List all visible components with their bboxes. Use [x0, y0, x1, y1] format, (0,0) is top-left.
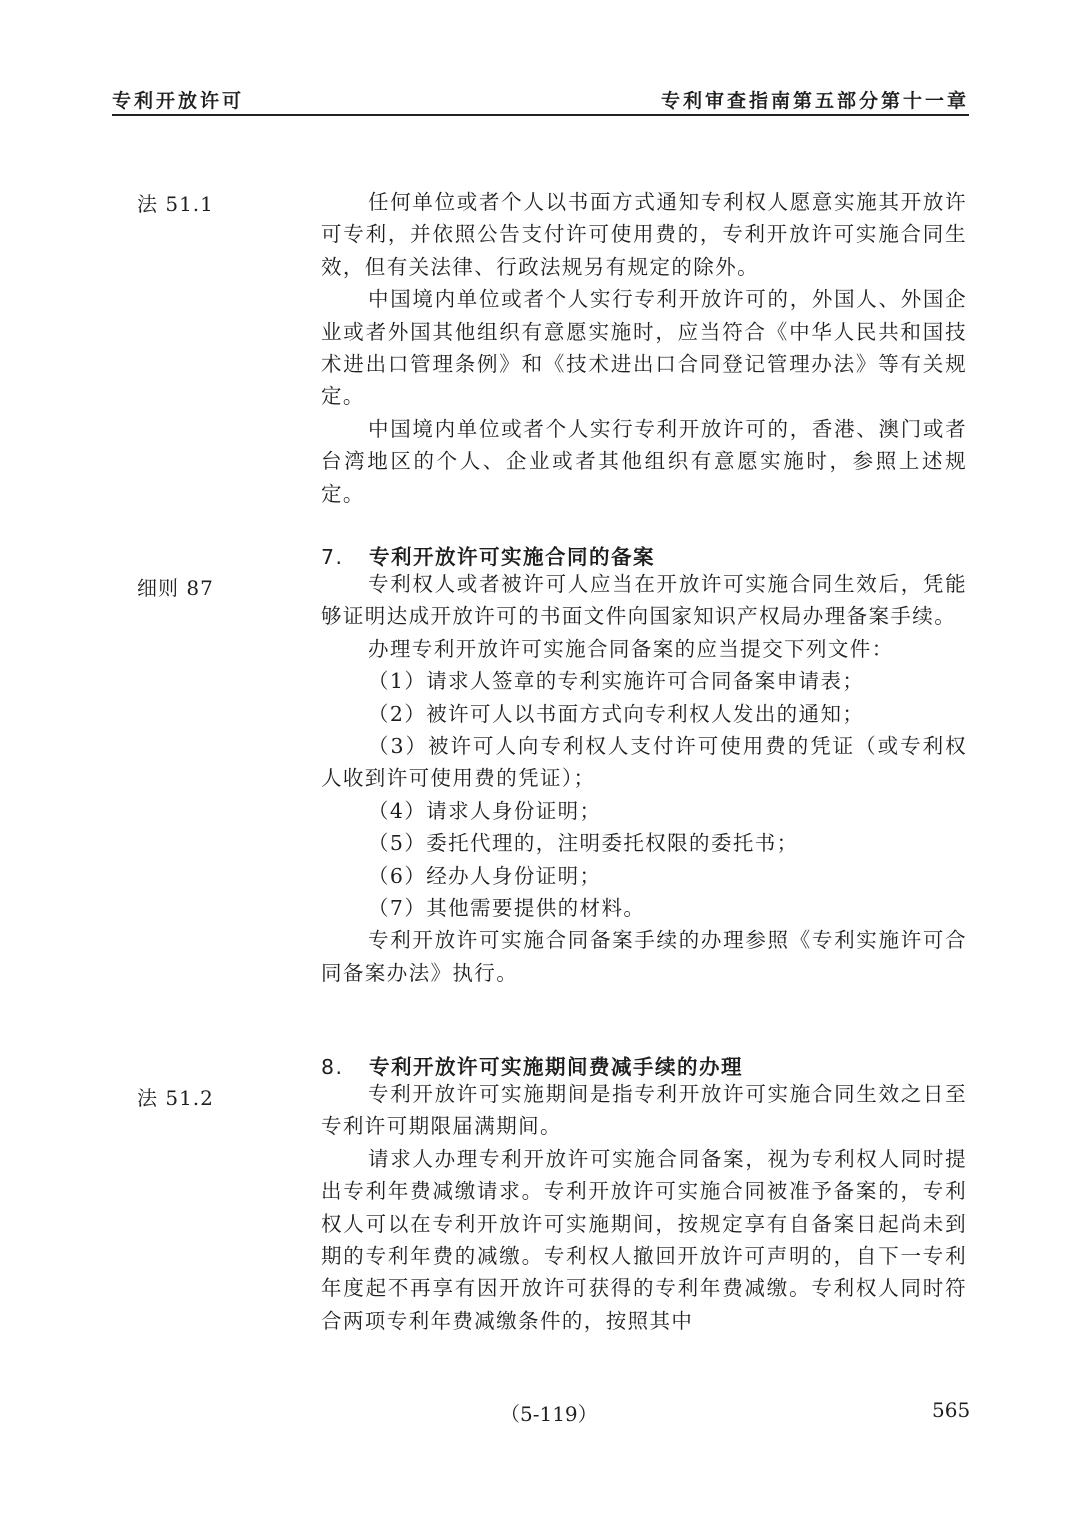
page-number: 565	[932, 1398, 971, 1422]
header-left-title: 专利开放许可	[112, 90, 245, 112]
paragraph: 中国境内单位或者个人实行专利开放许可的，香港、澳门或者台湾地区的个人、企业或者其他组织有意愿实施时，参照上述规定。	[321, 416, 967, 506]
list-item: （4）请求人身份证明；	[368, 798, 602, 823]
list-item: （2）被许可人以书面方式向专利权人发出的通知；	[368, 701, 865, 726]
page-code: （5-119）	[500, 1402, 598, 1426]
margin-ref-rule-87: 细则 87	[137, 576, 214, 600]
section-51-1-body	[321, 186, 967, 510]
paragraph: 专利权人或者被许可人应当在开放许可实施合同生效后，凭能够证明达成开放许可的书面文件向国家知识产权局办理备案手续。	[321, 572, 967, 629]
list-item: （5）委托代理的，注明委托权限的委托书；	[368, 831, 799, 856]
margin-ref-law-51-2: 法 51.2	[137, 1086, 214, 1110]
paragraph: 中国境内单位或者个人实行专利开放许可的，外国人、外国企业或者外国其他组织有意愿实施时，应当符合《中华人民共和国技术进出口管理条例》和《技术进出口合同登记管理办法》等有关规定。	[321, 287, 967, 409]
section-7-body	[321, 568, 967, 989]
section-7-heading	[321, 540, 655, 570]
section-7-title: 专利开放许可实施合同的备案	[369, 545, 655, 569]
section-7-number: 7.	[321, 545, 344, 569]
section-8-body	[321, 1078, 967, 1337]
section-8-title: 专利开放许可实施期间费减手续的办理	[369, 1055, 743, 1079]
paragraph: 专利开放许可实施合同备案手续的办理参照《专利实施许可合同备案办法》执行。	[321, 928, 967, 985]
section-8-number: 8.	[321, 1055, 344, 1079]
running-header	[112, 84, 969, 116]
paragraph: 办理专利开放许可实施合同备案的应当提交下列文件：	[368, 636, 894, 661]
paragraph: 任何单位或者个人以书面方式通知专利权人愿意实施其开放许可专利，并依照公告支付许可使用费的，专利开放许可实施合同生效，但有关法律、行政法规另有规定的除外。	[321, 190, 967, 279]
paragraph: 请求人办理专利开放许可实施合同备案，视为专利权人同时提出专利年费减缴请求。专利开放许可实施合同被准予备案的，专利权人可以在专利开放许可实施期间，按规定享有自备案日起尚未到期的专利年费的减缴。专利权人撤回开放许可声明的，自下一专利年度起不再享有因开放许可获得的专利年费减缴。专利权人同时符合两项专利年费减缴条件的，按照其中	[321, 1146, 967, 1333]
section-8-heading	[321, 1050, 743, 1080]
margin-ref-law-51-1: 法 51.1	[137, 192, 214, 216]
list-item: （6）经办人身份证明；	[368, 863, 602, 888]
header-right-title: 专利审查指南第五部分第十一章	[660, 90, 969, 112]
list-item: （7）其他需要提供的材料。	[368, 896, 646, 921]
list-item: （3）被许可人向专利权人支付许可使用费的凭证（或专利权人收到许可使用费的凭证）；	[321, 734, 967, 791]
list-item: （1）请求人签章的专利实施许可合同备案申请表；	[368, 669, 865, 694]
paragraph: 专利开放许可实施期间是指专利开放许可实施合同生效之日至专利许可期限届满期间。	[321, 1082, 967, 1139]
